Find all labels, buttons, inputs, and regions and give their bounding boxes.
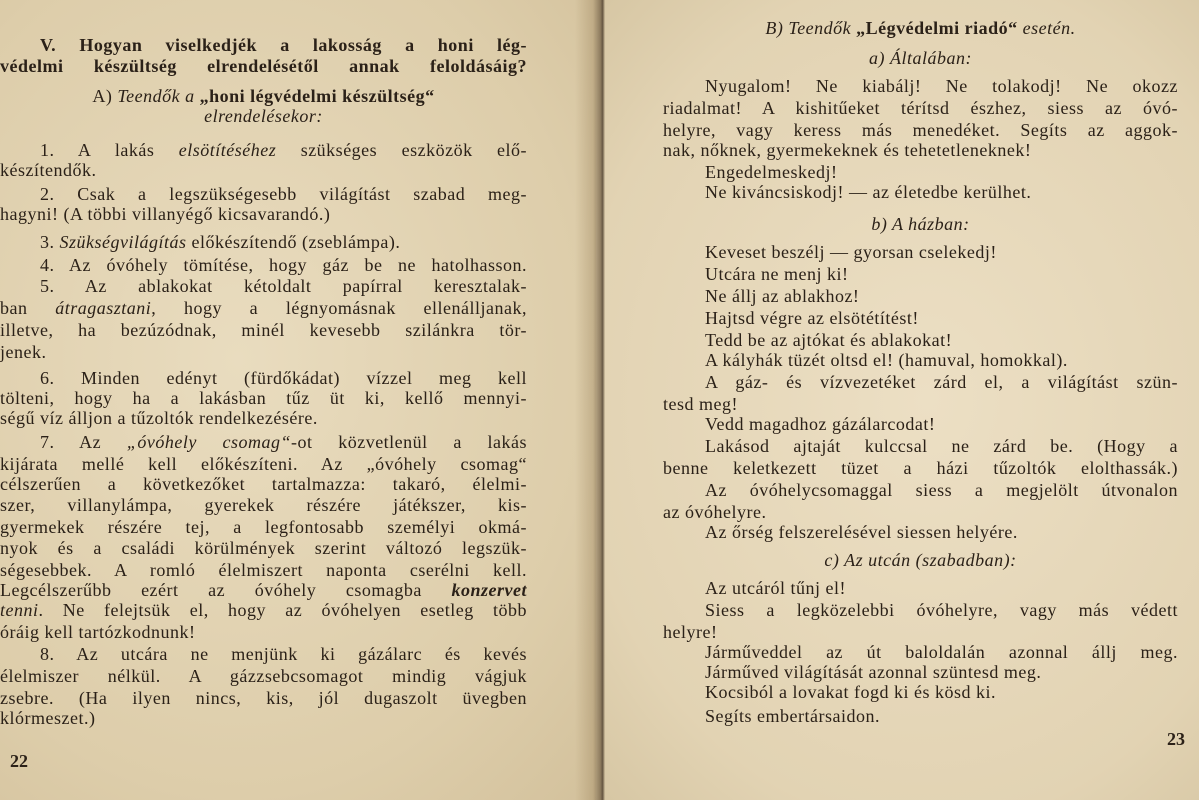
left-text-line (0, 599, 527, 621)
text-segment: óráig kell tartózkodnunk! (0, 622, 196, 642)
left-text-line (0, 203, 527, 225)
text-segment: jenek. (0, 342, 47, 362)
right-text-line (663, 501, 1178, 523)
left-text-line (0, 159, 527, 181)
text-segment: illetve, ha bezúzódnak, minél kevesebb szilánkra tör- (0, 320, 527, 340)
right-text-line (705, 577, 1178, 599)
right-text-line (663, 139, 1178, 161)
right-text-line (705, 435, 1178, 457)
left-text-line (40, 367, 527, 389)
right-text-line (705, 661, 1178, 683)
text-segment: ban (0, 298, 56, 318)
text-segment: 5. Az ablakokat kétoldalt papírral keresztalak- (40, 276, 527, 296)
right-text-line (663, 621, 1178, 643)
text-segment: konzervet (451, 580, 527, 600)
text-segment: Kocsiból a lovakat fogd ki és kösd ki. (705, 682, 996, 702)
left-text-line (0, 407, 527, 429)
right-text-line (663, 213, 1178, 235)
text-segment: Szükségvilágítás (59, 232, 187, 252)
right-text-line (705, 681, 1178, 703)
left-text-line (40, 231, 527, 253)
right-text-line (705, 521, 1178, 543)
right-text-line (705, 705, 1178, 727)
text-segment: b) A házban: (871, 214, 970, 234)
right-text-line (705, 263, 1178, 285)
right-page (596, 0, 1199, 800)
text-segment: „óvóhely csomag“ (126, 432, 292, 452)
text-segment: Legcélszerűbb ezért az óvóhely csomagba (0, 580, 452, 600)
text-segment: szükséges eszközök elő- (276, 140, 527, 160)
text-segment: „honi légvédelmi készültség“ (199, 86, 435, 106)
text-segment: Engedelmeskedj! (705, 162, 838, 182)
text-segment: hagyni! (A többi villanyégő kicsavarandó.) (0, 204, 331, 224)
right-text-line (663, 457, 1178, 479)
left-text-line (0, 297, 527, 319)
text-segment: kijárata mellé kell előkészíteni. Az „óvóhely csomag“ (0, 454, 527, 474)
text-segment: klórmeszet.) (0, 708, 96, 728)
text-segment: Teendők a (117, 86, 200, 106)
text-segment: . Ne felejtsük el, hogy az óvóhelyen esetleg több (38, 600, 527, 620)
left-text-line (40, 183, 527, 205)
right-text-line (705, 413, 1178, 435)
left-text-line (40, 643, 527, 665)
book-gutter (575, 0, 605, 800)
text-segment: helyre, vagy keress más menedéket. Segíts az aggok- (663, 120, 1178, 140)
text-segment: szer, villanylámpa, gyerekek részére játékszer, kis- (0, 495, 527, 515)
text-segment: 8. Az utcára ne menjünk ki gázálarc és kevés (40, 644, 527, 664)
right-text-line (705, 479, 1178, 501)
text-segment: A) (92, 86, 118, 106)
left-text-line (0, 453, 527, 475)
text-segment: Az utcáról tűnj el! (705, 578, 846, 598)
left-text-line (0, 85, 527, 107)
right-text-line (663, 393, 1178, 415)
text-segment: B) Teendők (765, 18, 857, 38)
text-segment: elrendelésekor: (204, 106, 323, 126)
right-text-line (705, 371, 1178, 393)
left-text-line (0, 537, 527, 559)
left-text-line (0, 387, 527, 409)
right-text-line (705, 599, 1178, 621)
right-text-line (663, 97, 1178, 119)
text-segment: -ot közvetlenül a lakás (291, 432, 527, 452)
left-text-line (0, 559, 527, 581)
text-segment: Utcára ne menj ki! (705, 264, 849, 284)
text-segment: Tedd be az ajtókat és ablakokat! (705, 330, 953, 350)
text-segment: gyermekek részére tej, a legfontosabb személyi okmá- (0, 517, 527, 537)
text-segment: előkészítendő (zseblámpa). (186, 232, 401, 252)
right-text-line (705, 641, 1178, 663)
text-segment: átragasztani (55, 298, 152, 318)
text-segment: nyok és a családi körülmények szerint változó legszük- (0, 538, 527, 558)
text-segment: az óvóhelyre. (663, 502, 767, 522)
left-text-line (0, 665, 527, 687)
left-text-line (0, 341, 527, 363)
left-text-line (0, 473, 527, 495)
right-text-line (705, 329, 1178, 351)
text-segment: védelmi készültség elrendelésétől annak feloldásáig? (0, 56, 527, 76)
left-text-line (0, 687, 527, 709)
right-text-line (705, 241, 1178, 263)
right-text-line (705, 181, 1178, 203)
left-text-line (40, 431, 527, 453)
right-text-line (663, 119, 1178, 141)
text-segment: Az őrség felszerelésével siessen helyére. (705, 522, 1018, 542)
right-text-line (663, 17, 1178, 39)
right-text-line (705, 307, 1178, 329)
text-segment: Hajtsd végre az elsötétítést! (705, 308, 919, 328)
text-segment: 3. (40, 232, 60, 252)
right-text-line (705, 349, 1178, 371)
text-segment: zsebre. (Ha ilyen nincs, kis, jól dugaszolt üvegben (0, 688, 527, 708)
text-segment: Lakásod ajtaját kulccsal ne zárd be. (Hogy a (705, 436, 1178, 456)
text-segment: készítendők. (0, 160, 97, 180)
text-segment: Az óvóhelycsomaggal siess a megjelölt útvonalon (705, 480, 1178, 500)
text-segment: a) Általában: (869, 48, 972, 68)
page-number-right: 23 (1167, 729, 1185, 749)
text-segment: helyre! (663, 622, 718, 642)
left-text-line (0, 621, 527, 643)
text-segment: benne keletkezett tüzet a házi tűzoltók elolthassák.) (663, 458, 1178, 478)
text-segment: Segíts embertársaidon. (705, 706, 880, 726)
text-segment: A kályhák tüzét oltsd el! (hamuval, homokkal). (705, 350, 1068, 370)
text-segment: , hogy a légnyomásnak ellenálljanak, (151, 298, 527, 318)
text-segment: ségű víz álljon a tűzoltók rendelkezésére. (0, 408, 318, 428)
left-text-line (40, 34, 527, 56)
text-segment: Ne kiváncsiskodj! — az életedbe kerülhet. (705, 182, 1032, 202)
left-text-line (0, 516, 527, 538)
text-segment: esetén. (1017, 18, 1076, 38)
text-segment: Járműveddel az út baloldalán azonnal állj meg. (705, 642, 1178, 662)
right-text-line (663, 549, 1178, 571)
text-segment: 7. Az (40, 432, 127, 452)
left-text-line (0, 55, 527, 77)
left-page (0, 0, 596, 800)
text-segment: 6. Minden edényt (fürdőkádat) vízzel meg kell (40, 368, 527, 388)
left-text-line (0, 105, 527, 127)
left-text-line (0, 707, 527, 729)
text-segment: élelmiszer nélkül. A gázzsebcsomagot mindig vágjuk (0, 666, 527, 686)
text-segment: Keveset beszélj — gyorsan cselekedj! (705, 242, 997, 262)
text-segment: 1. A lakás (40, 140, 179, 160)
text-segment: Járműved világítását azonnal szüntesd meg. (705, 662, 1042, 682)
text-segment: riadalmat! A kishitűeket térítsd észhez, siess az óvó- (663, 98, 1178, 118)
text-segment: tenni (0, 600, 39, 620)
text-segment: célszerűen a következőket tartalmazza: takaró, élelmi- (0, 474, 527, 494)
text-segment: Ne állj az ablakhoz! (705, 286, 860, 306)
left-text-line (40, 275, 527, 297)
text-segment: elsötítéséhez (178, 140, 277, 160)
text-segment: A gáz- és vízvezetéket zárd el, a világítást szün- (705, 372, 1178, 392)
text-segment: V. Hogyan viselkedjék a lakosság a honi lég- (40, 35, 527, 55)
left-text-line (0, 579, 527, 601)
left-text-line (0, 494, 527, 516)
text-segment: tesd meg! (663, 394, 738, 414)
left-text-line (40, 254, 527, 276)
right-text-line (663, 47, 1178, 69)
text-segment: Vedd magadhoz gázálarcodat! (705, 414, 936, 434)
left-text-line (0, 319, 527, 341)
right-text-line (705, 285, 1178, 307)
text-segment: 4. Az óvóhely tömítése, hogy gáz be ne hatolhasson. (40, 255, 527, 275)
text-segment: 2. Csak a legszükségesebb világítást szabad meg- (40, 184, 527, 204)
text-segment: Siess a legközelebbi óvóhelyre, vagy más védett (705, 600, 1178, 620)
text-segment: Nyugalom! Ne kiabálj! Ne tolakodj! Ne okozz (705, 76, 1178, 96)
right-text-line (705, 75, 1178, 97)
text-segment: „Légvédelmi riadó“ (856, 18, 1018, 38)
right-text-line (705, 161, 1178, 183)
left-text-line (40, 139, 527, 161)
page-number-left: 22 (10, 751, 28, 771)
text-segment: ségesebbek. A romló élelmiszert naponta cserélni kell. (0, 560, 527, 580)
text-segment: c) Az utcán (szabadban): (824, 550, 1017, 570)
text-segment: tölteni, hogy ha a lakásban tűz üt ki, kellő mennyi- (0, 388, 527, 408)
text-segment: nak, nőknek, gyermekeknek és tehetetleneknek! (663, 140, 1032, 160)
